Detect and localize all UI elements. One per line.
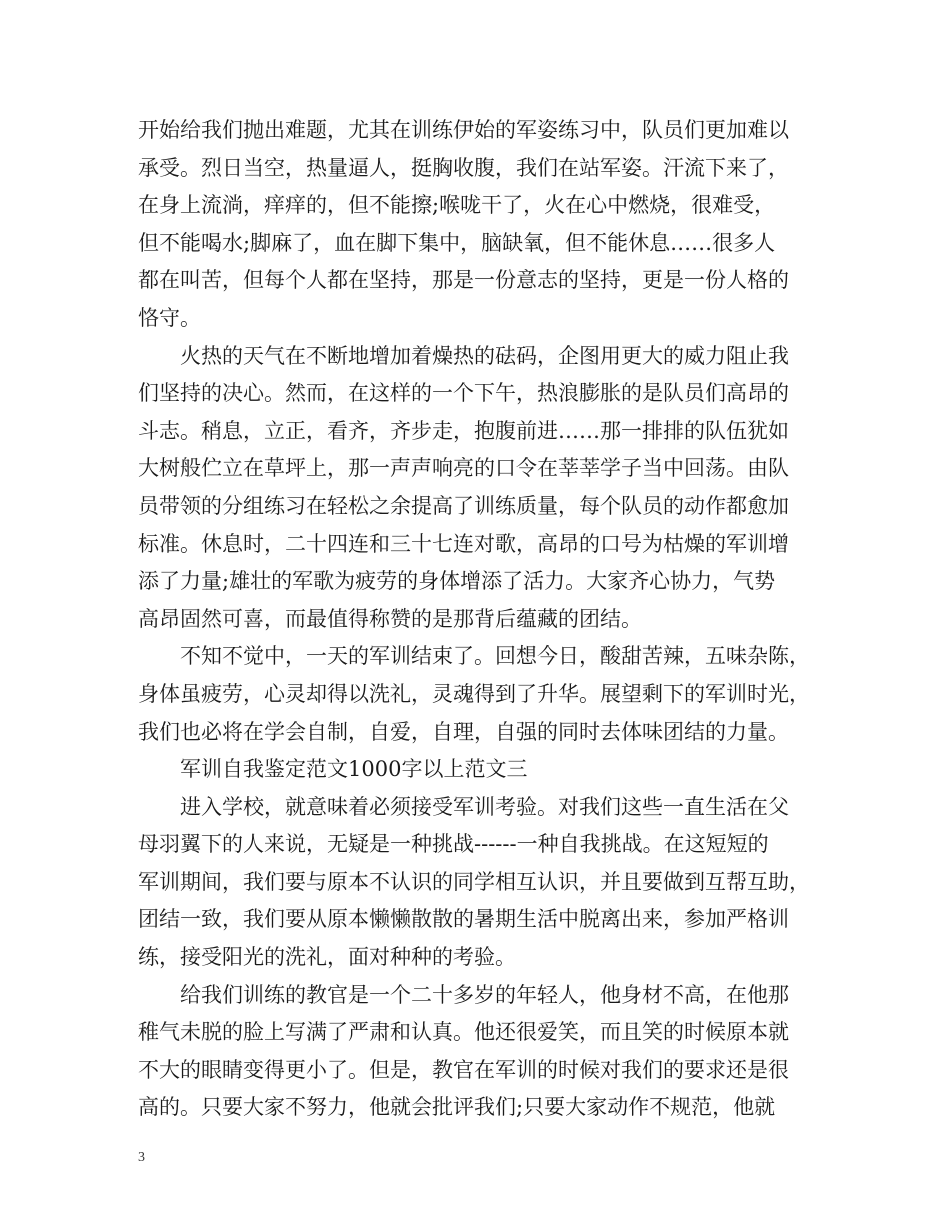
- text-line: 不知不觉中，一天的军训结束了。回想今日，酸甜苦辣，五味杂陈，: [180, 644, 810, 669]
- text-line: 们坚持的决心。然而，在这样的一个下午，热浪膨胀的是队员们高昂的: [138, 381, 789, 406]
- text-line: 母羽翼下的人来说，无疑是一种挑战------一种自我挑战。在这短短的: [138, 832, 769, 857]
- text-line: 团结一致，我们要从原本懒懒散散的暑期生活中脱离出来，参加严格训: [138, 907, 789, 932]
- text-line: 身体虽疲劳，心灵却得以洗礼，灵魂得到了升华。展望剩下的军训时光，: [138, 681, 810, 706]
- text-line: 在身上流淌，痒痒的，但不能擦;喉咙干了，火在心中燃烧，很难受，: [138, 193, 776, 218]
- text-line: 承受。烈日当空，热量逼人，挺胸收腹，我们在站军姿。汗流下来了，: [138, 155, 789, 180]
- text-line: 员带领的分组练习在轻松之余提高了训练质量，每个队员的动作都愈加: [138, 493, 789, 518]
- page-number: 3: [138, 1150, 145, 1165]
- text-line: 斗志。稍息，立正，看齐，齐步走，抱腹前进……那一排排的队伍犹如: [138, 418, 789, 443]
- text-line: 添了力量;雄壮的军歌为疲劳的身体增添了活力。大家齐心协力，气势: [138, 569, 776, 594]
- text-line: 标准。休息时，二十四连和三十七连对歌，高昂的口号为枯燥的军训增: [138, 531, 789, 556]
- text-line: 火热的天气在不断地增加着燥热的砝码，企图用更大的威力阻止我: [180, 343, 789, 368]
- text-line: 给我们训练的教官是一个二十多岁的年轻人，他身材不高，在他那: [180, 982, 789, 1007]
- text-line: 军训期间，我们要与原本不认识的同学相互认识，并且要做到互帮互助，: [138, 869, 810, 894]
- text-line: 开始给我们抛出难题，尤其在训练伊始的军姿练习中，队员们更加难以: [138, 118, 789, 142]
- text-line: 练，接受阳光的洗礼，面对种种的考验。: [138, 945, 516, 970]
- text-line: 军训自我鉴定范文1000字以上范文三: [180, 757, 528, 782]
- text-line: 不大的眼睛变得更小了。但是，教官在军训的时候对我们的要求还是很: [138, 1057, 789, 1082]
- text-line: 但不能喝水;脚麻了，血在脚下集中，脑缺氧，但不能休息……很多人: [138, 230, 776, 255]
- document-body: [138, 112, 818, 1127]
- text-line: 进入学校，就意味着必须接受军训考验。对我们这些一直生活在父: [180, 794, 789, 819]
- text-line: 大树般伫立在草坪上，那一声声响亮的口令在莘莘学子当中回荡。由队: [138, 456, 789, 481]
- text-line: 高昂固然可喜，而最值得称赞的是那背后蕴藏的团结。: [138, 606, 642, 631]
- text-line: 都在叫苦，但每个人都在坚持，那是一份意志的坚持，更是一份人格的: [138, 268, 789, 293]
- text-line: 我们也必将在学会自制，自爱，自理，自强的同时去体味团结的力量。: [138, 719, 789, 744]
- text-line: 高的。只要大家不努力，他就会批评我们;只要大家动作不规范，他就: [138, 1095, 776, 1120]
- text-line: 稚气未脱的脸上写满了严肃和认真。他还很爱笑，而且笑的时候原本就: [138, 1020, 789, 1045]
- text-line: 恪守。: [138, 305, 201, 330]
